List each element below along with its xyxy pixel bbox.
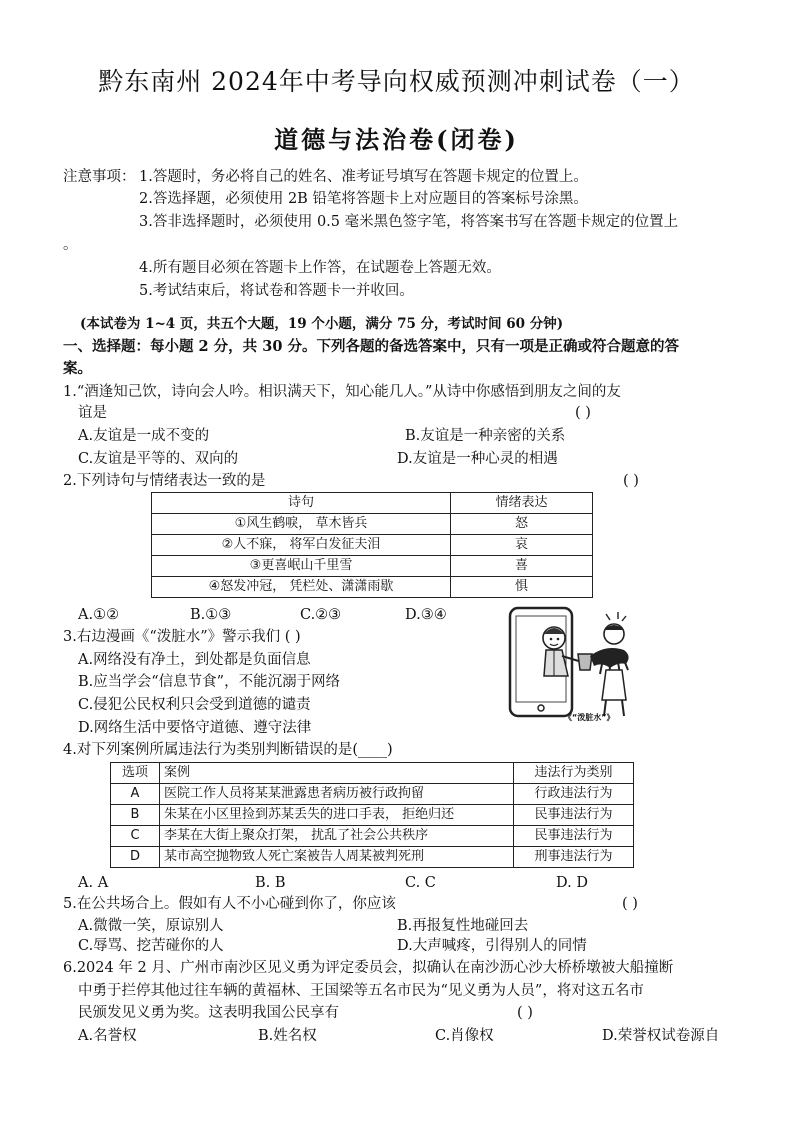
table-cell: 惧 — [451, 577, 593, 598]
q6-option-a: A.名誉权 — [78, 1028, 137, 1044]
table-cell: 喜 — [451, 556, 593, 577]
table-cell: 刑事违法行为 — [514, 847, 634, 868]
q4-option-b: B. B — [255, 875, 286, 891]
q3-option-a: A.网络没有净土，到处都是负面信息 — [78, 652, 311, 668]
table-cell: 李某在大街上聚众打架， 扰乱了社会公共秩序 — [160, 826, 514, 847]
table-header-row — [152, 493, 593, 514]
table-cell: ③更喜岷山千里雪 — [152, 556, 451, 577]
q5-option-b: B.再报复性地碰回去 — [397, 918, 529, 934]
q1-option-d: D.友谊是一种心灵的相遇 — [397, 451, 558, 467]
q1-option-c: C.友谊是平等的、双向的 — [78, 451, 239, 467]
table-cell: A — [111, 784, 160, 805]
table-cell: 怒 — [451, 514, 593, 535]
exam-scope: (本试卷为 1~4 页，共五个大题，19 个小题，满分 75 分，考试时间 60 分钟) — [80, 316, 564, 332]
table-cell: 民事违法行为 — [514, 805, 634, 826]
q2-option-c: C.②③ — [300, 607, 342, 623]
table-cell: D — [111, 847, 160, 868]
cartoon-image — [506, 604, 642, 728]
table-header-cell: 违法行为类别 — [514, 763, 634, 784]
q2-option-a: A.①② — [78, 607, 120, 623]
q4-option-c: C. C — [405, 875, 436, 891]
table-cell: ②人不寐， 将军白发征夫泪 — [152, 535, 451, 556]
table-header-cell: 案例 — [160, 763, 514, 784]
note-item-5: 5.考试结束后，将试卷和答题卡一并收回。 — [139, 283, 414, 299]
q6-option-d: D.荣誉权试卷源自 — [602, 1028, 720, 1044]
note-item-1: 1.答题时，务必将自己的姓名、准考证号填写在答题卡规定的位置上。 — [139, 169, 588, 185]
q1-answer-bracket: ( ) — [575, 405, 591, 421]
q6-option-b: B.姓名权 — [258, 1028, 317, 1044]
note-item-3: 3.答非选择题时，必须使用 0.5 毫米黑色签字笔，将答案书写在答题卡规定的位置上 — [139, 214, 679, 230]
table-cell: 医院工作人员将某某泄露患者病历被行政拘留 — [160, 784, 514, 805]
exam-title: 黔东南州 2024年中考导向权威预测冲刺试卷（一） — [98, 67, 695, 96]
table-cell: 某市高空抛物致人死亡案被告人周某被判死刑 — [160, 847, 514, 868]
q1-option-b: B.友谊是一种亲密的关系 — [405, 428, 566, 444]
table-row — [111, 805, 634, 826]
table-header-cell: 诗句 — [152, 493, 451, 514]
q6-answer-bracket: ( ) — [517, 1005, 533, 1021]
cartoon-caption: 《“泼脏水”》 — [564, 713, 615, 722]
cartoon-drawing — [506, 604, 642, 728]
q1-option-a: A.友谊是一成不变的 — [78, 428, 210, 444]
table-row — [152, 514, 593, 535]
note-item-2: 2.答选择题，必须使用 2B 铅笔将答题卡上对应题目的答案标号涂黑。 — [139, 191, 588, 207]
q1-stem: 1.“酒逢知己饮，诗向会人吟。相识满天下，知心能几人。”从诗中你感悟到朋友之间的友 — [63, 384, 621, 400]
q4-option-a: A. A — [78, 875, 109, 891]
q5-stem: 5.在公共场合上。假如有人不小心碰到你了，你应该 — [63, 896, 396, 912]
q5-answer-bracket: ( ) — [622, 896, 638, 912]
table-cell: 行政违法行为 — [514, 784, 634, 805]
table-cell: 朱某在小区里捡到苏某丢失的进口手表， 拒绝归还 — [160, 805, 514, 826]
note-item-4: 4.所有题目必须在答题卡上作答，在试题卷上答题无效。 — [139, 260, 501, 276]
q6-option-c: C.肖像权 — [435, 1028, 494, 1044]
q1-stem-end: 谊是 — [78, 405, 107, 421]
q5-option-d: D.大声喊疼，引得别人的同情 — [397, 938, 587, 954]
q4-table — [110, 762, 634, 868]
notes-label: 注意事项： — [63, 169, 136, 185]
q6-stem-line2: 中勇于拦停其他过往车辆的黄福林、王国梁等五名市民为“见义勇为人员”，将对这五名市 — [78, 983, 644, 999]
table-header-cell: 选项 — [111, 763, 160, 784]
q2-table — [151, 492, 593, 598]
table-header-row — [111, 763, 634, 784]
table-row — [152, 556, 593, 577]
q4-option-d: D. D — [556, 875, 588, 891]
table-cell: C — [111, 826, 160, 847]
q2-answer-bracket: ( ) — [623, 473, 639, 489]
q6-stem-line3: 民颁发见义勇为奖。这表明我国公民享有 — [78, 1005, 339, 1021]
table-row — [152, 535, 593, 556]
table-cell: ④怒发冲冠， 凭栏处、潇潇雨歇 — [152, 577, 451, 598]
table-cell: 民事违法行为 — [514, 826, 634, 847]
q3-option-b: B.应当学会“信息节食”，不能沉溺于网络 — [78, 674, 341, 690]
q3-stem: 3.右边漫画《“泼脏水”》警示我们 ( ) — [63, 629, 301, 645]
section1-heading-end: 案。 — [63, 360, 92, 377]
q5-option-c: C.辱骂、挖苦碰你的人 — [78, 938, 224, 954]
table-row — [152, 577, 593, 598]
q3-option-c: C.侵犯公民权利只会受到道德的谴责 — [78, 697, 311, 713]
q3-option-d: D.网络生活中要恪守道德、遵守法律 — [78, 720, 312, 736]
q2-option-d: D.③④ — [405, 607, 447, 623]
note-item-3-end: 。 — [63, 237, 78, 253]
table-header-cell: 情绪表达 — [451, 493, 593, 514]
table-cell: B — [111, 805, 160, 826]
table-cell: ①风生鹤唳， 草木皆兵 — [152, 514, 451, 535]
table-row — [111, 784, 634, 805]
table-cell: 哀 — [451, 535, 593, 556]
q6-stem-line1: 6.2024 年 2 月、广州市南沙区见义勇为评定委员会，拟确认在南沙沥心沙大桥桥墩被大船撞断 — [63, 960, 674, 976]
exam-subtitle: 道德与法治卷(闭卷) — [274, 125, 519, 154]
section1-heading: 一、选择题：每小题 2 分，共 30 分。下列各题的备选答案中，只有一项是正确或符合题意的答 — [63, 338, 679, 355]
q5-option-a: A.微微一笑，原谅别人 — [78, 918, 224, 934]
q2-option-b: B.①③ — [190, 607, 232, 623]
table-row — [111, 826, 634, 847]
q2-stem: 2.下列诗句与情绪表达一致的是 — [63, 473, 266, 489]
q4-stem: 4.对下列案例所属违法行为类别判断错误的是(____) — [63, 742, 393, 758]
table-row — [111, 847, 634, 868]
